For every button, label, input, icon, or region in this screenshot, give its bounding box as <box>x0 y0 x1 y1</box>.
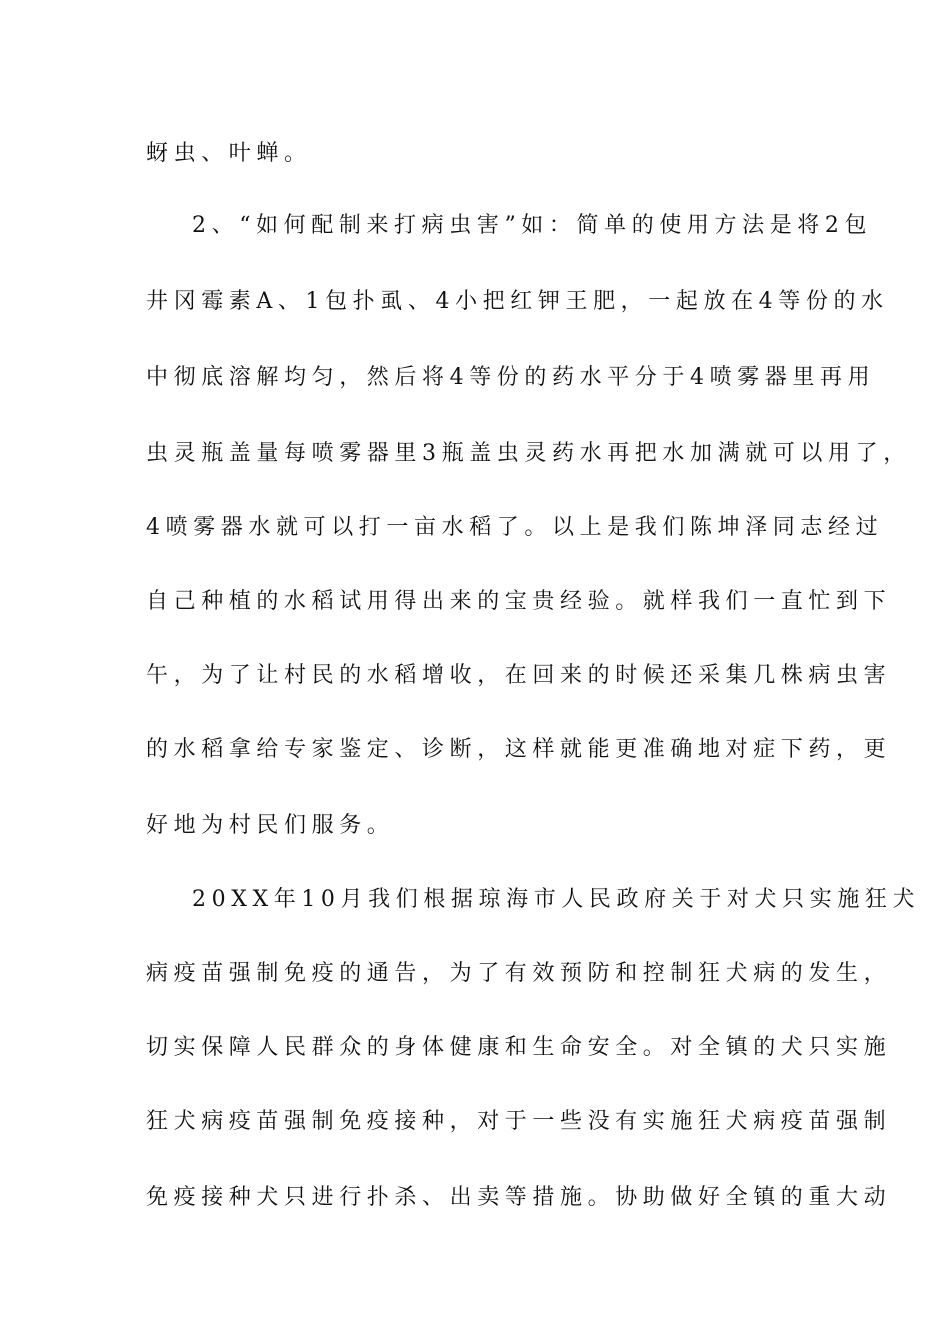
paragraph-line-3: 井冈霉素A、1包扑虱、4小把红钾王肥，一起放在4等份的水 <box>146 289 889 314</box>
paragraph-line-7: 自己种植的水稻试用得出来的宝贵经验。就样我们一直忙到下 <box>146 589 892 614</box>
paragraph-line-15: 免疫接种犬只进行扑杀、出卖等措施。协助做好全镇的重大动 <box>146 1185 892 1210</box>
paragraph-line-6: 4喷雾器水就可以打一亩水稻了。以上是我们陈坤泽同志经过 <box>146 515 884 540</box>
paragraph-line-14: 狂犬病疫苗强制免疫接种，对于一些没有实施狂犬病疫苗强制 <box>146 1109 892 1134</box>
paragraph-line-10: 好地为村民们服务。 <box>146 813 395 838</box>
paragraph-line-5: 虫灵瓶盖量每喷雾器里3瓶盖虫灵药水再把水加满就可以用了， <box>146 441 911 466</box>
paragraph-line-12: 病疫苗强制免疫的通告，为了有效预防和控制狂犬病的发生， <box>146 961 892 986</box>
paragraph-line-1: 蚜虫、叶蝉。 <box>146 141 312 166</box>
paragraph-line-8: 午，为了让村民的水稻增收，在回来的时候还采集几株病虫害 <box>146 663 892 688</box>
paragraph-line-11: 20XX年10月我们根据琼海市人民政府关于对犬只实施狂犬 <box>192 887 921 912</box>
paragraph-line-13: 切实保障人民群众的身体健康和生命安全。对全镇的犬只实施 <box>146 1035 892 1060</box>
paragraph-line-4: 中彻底溶解均匀，然后将4等份的药水平分于4喷雾器里再用 <box>146 365 876 390</box>
paragraph-line-9: 的水稻拿给专家鉴定、诊断，这样就能更准确地对症下药，更 <box>146 737 892 762</box>
paragraph-line-2: 2、“如何配制来打病虫害”如：简单的使用方法是将2包 <box>192 213 873 238</box>
